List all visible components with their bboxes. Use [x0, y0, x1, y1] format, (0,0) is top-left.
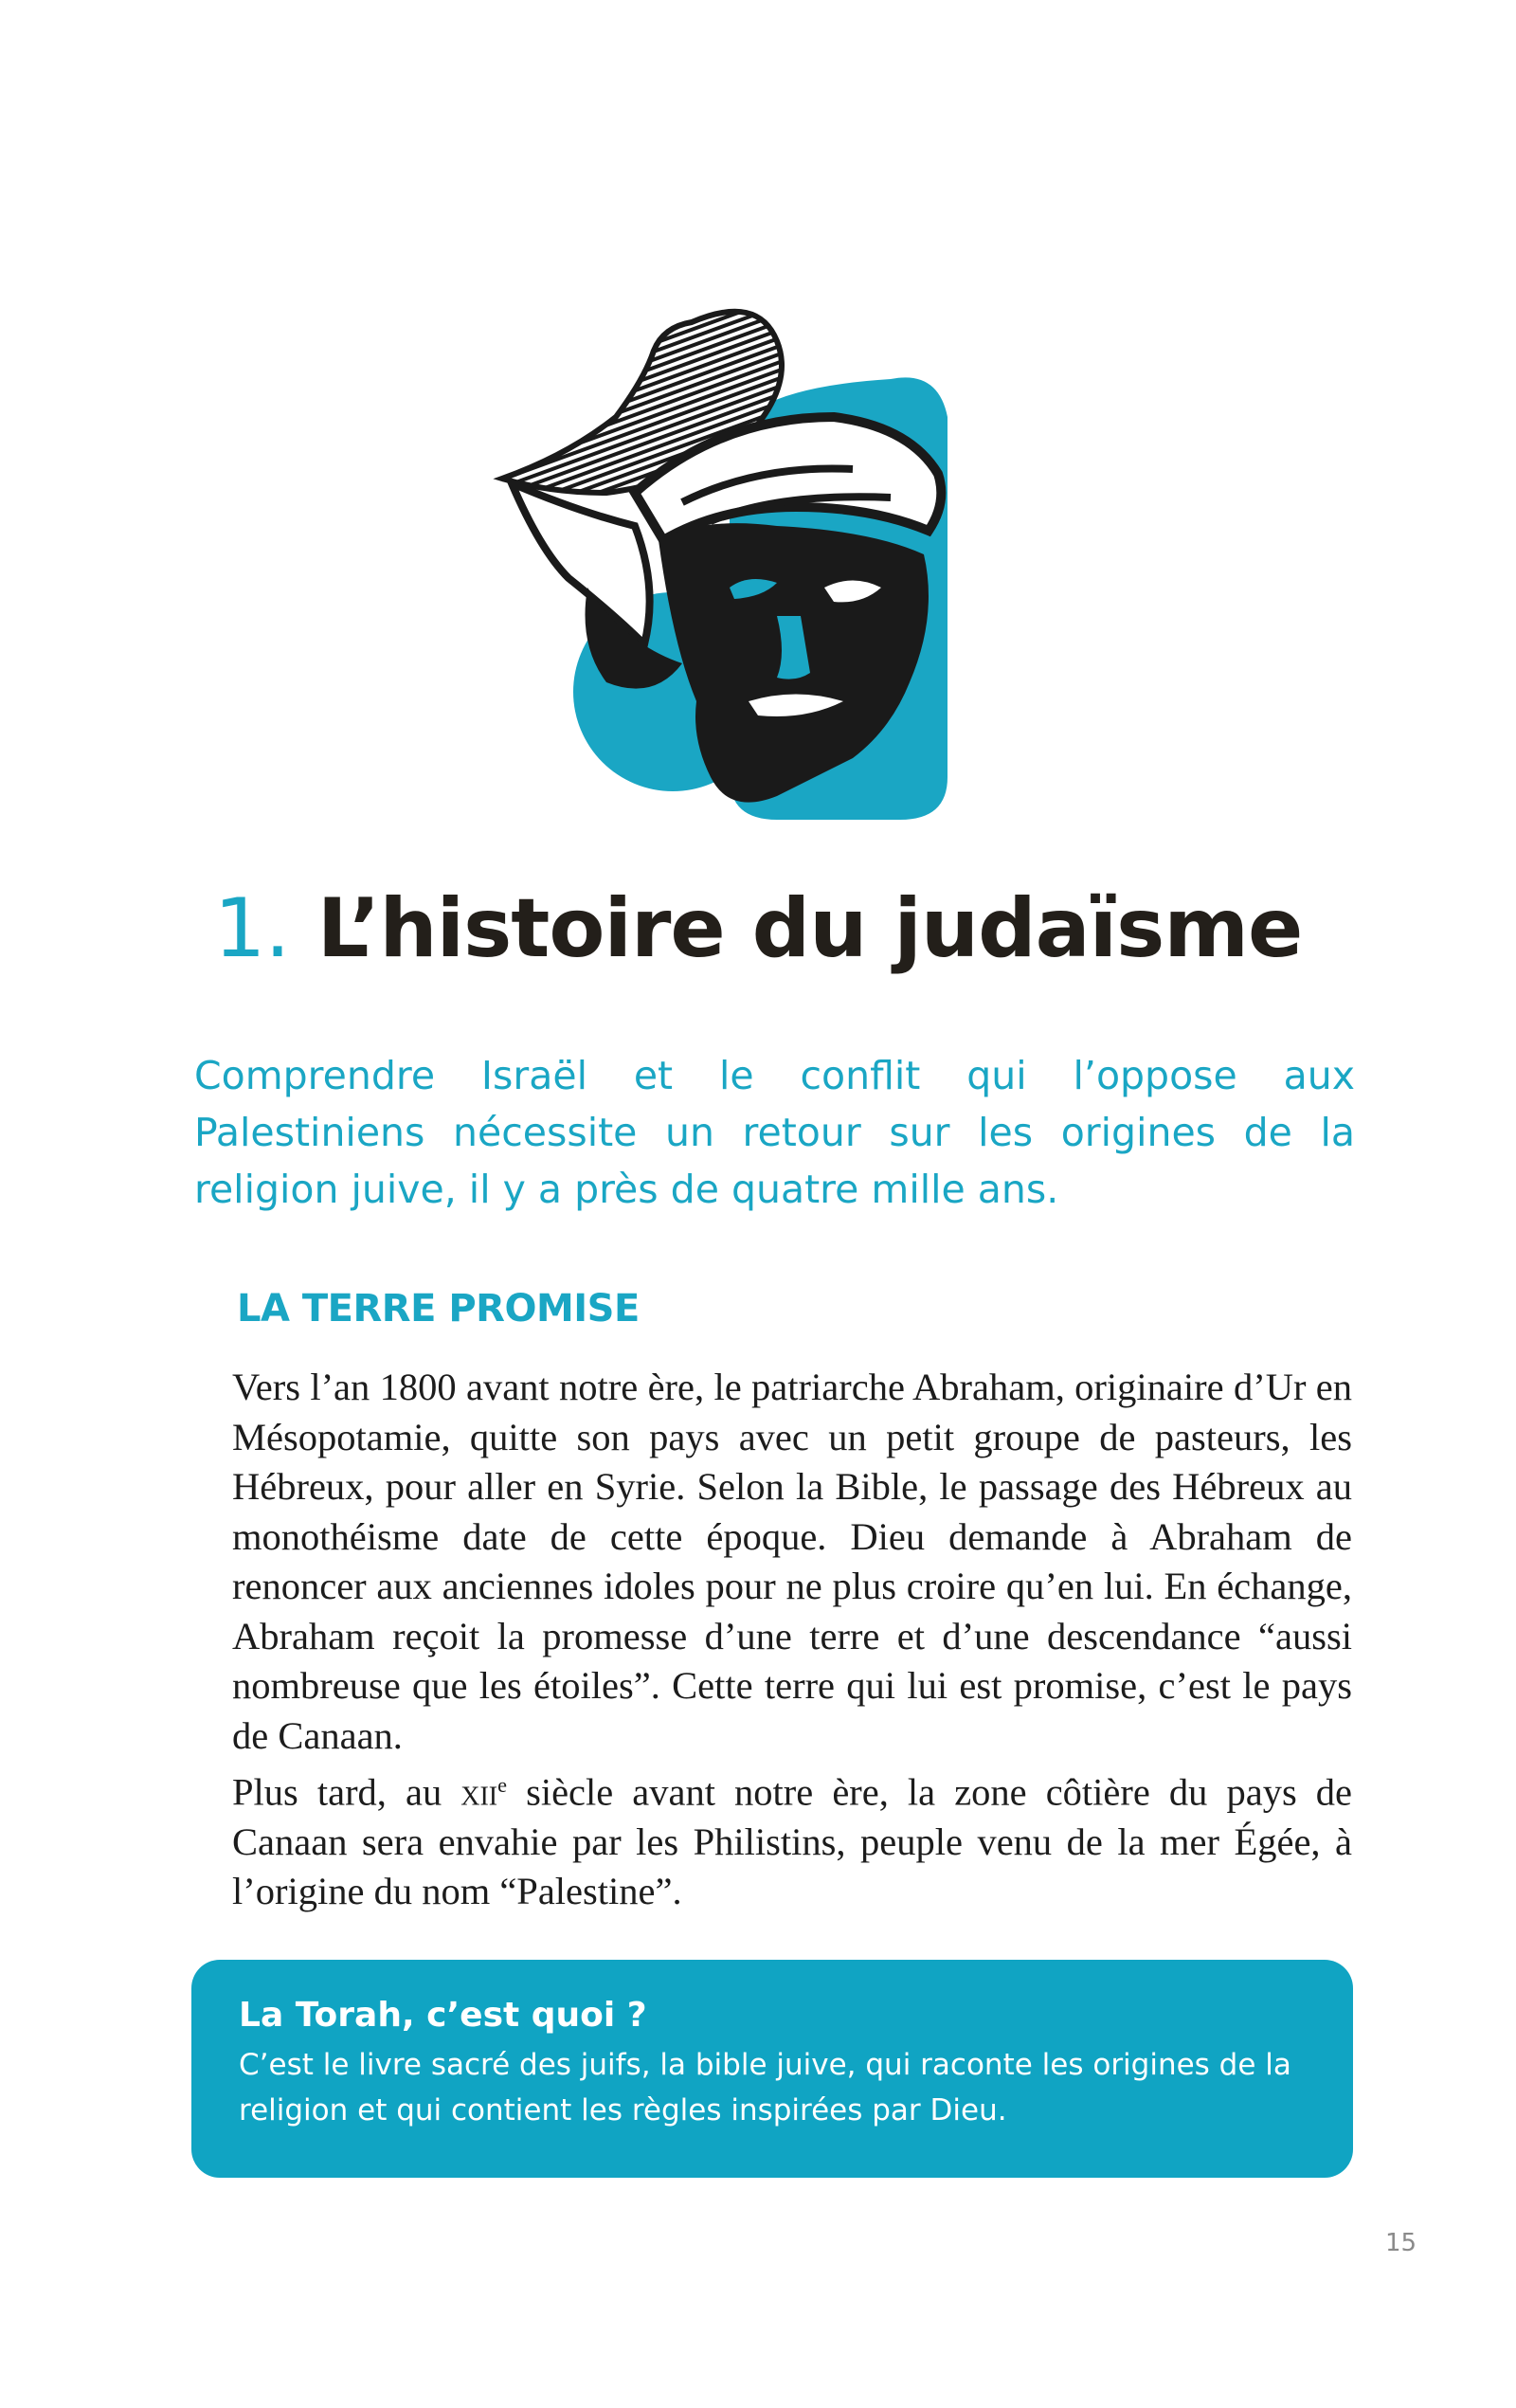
century-numeral: xii [460, 1770, 498, 1814]
page-number: 15 [1385, 2229, 1417, 2257]
body-paragraph [232, 1363, 1352, 1761]
body-paragraph [232, 1761, 1352, 1917]
chapter-title-text: L’histoire du judaïsme [316, 881, 1303, 976]
section-body [232, 1363, 1352, 1917]
paragraph-1-text: Vers l’an 1800 avant notre ère, le patriarche Abraham, originaire d’Ur en Mésopotamie, quitte son pays avec un petit groupe de pasteurs, les Hébreux, pour aller en Syrie. Selon la Bible, le passage des Hébreux au monothéisme date de cette époque. Dieu demande à Abraham de renoncer aux anciennes idoles pour ne plus croire qu’en lui. En échange, Abraham reçoit la promesse d’une terre et d’une descendance “aussi nombreuse que les étoiles”. Cette terre qui lui est promise, c’est le pays de Canaan. [232, 1366, 1352, 1757]
chapter-intro: Comprendre Israël et le conflit qui l’oppose aux Palestiniens nécessite un retour sur les origines de la religion juive, il y a près de quatre mille ans. [194, 1053, 1355, 1212]
paragraph-2-end: siècle avant notre ère, la zone côtière du pays de Canaan sera envahie par les Philistins, peuple venu de la mer Égée, à l’origine du nom “Palestine”. [232, 1770, 1352, 1913]
century-superscript: e [497, 1773, 508, 1797]
info-box-text: C’est le livre sacré des juifs, la bible juive, qui raconte les origines de la religion et qui contient les règles inspirées par Dieu. [239, 2048, 1291, 2127]
section-heading: LA TERRE PROMISE [237, 1287, 640, 1331]
abraham-illustration [493, 303, 976, 834]
info-box-title: La Torah, c’est quoi ? [239, 1996, 647, 2035]
chapter-number: 1. [213, 881, 290, 976]
torah-info-box [191, 1960, 1353, 2178]
chapter-title [0, 881, 1516, 976]
paragraph-2-start: Plus tard, au [232, 1770, 461, 1814]
